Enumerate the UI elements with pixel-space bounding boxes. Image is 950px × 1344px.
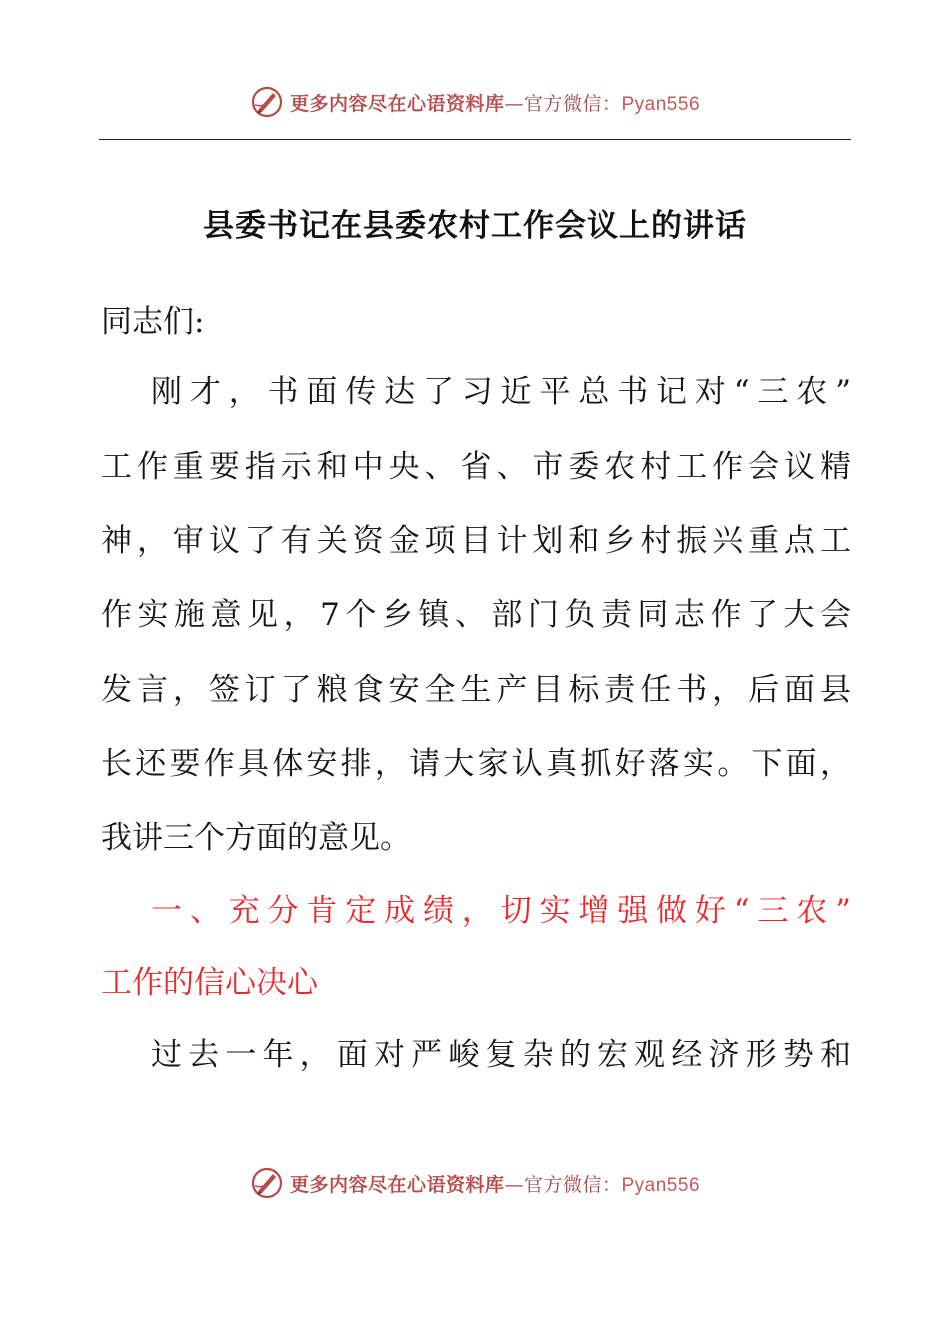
watermark-header [0,82,950,122]
watermark-main-text: 更多内容尽在心语资料库 [289,92,505,115]
paragraph-line: 作实施意见，7个乡镇、部门负责同志作了大会 [101,597,851,633]
watermark-separator: —官方微信： [504,92,622,115]
header-divider [99,139,851,140]
paragraph-line: 神，审议了有关资金项目计划和乡村振兴重点工 [101,523,851,559]
paragraph-line: 工作重要指示和中央、省、市委农村工作会议精 [101,449,851,485]
greeting: 同志们: [101,304,205,340]
paragraph-line: 长还要作具体安排，请大家认真抓好落实。下面， [101,746,851,782]
paragraph-line: 过去一年，面对严峻复杂的宏观经济形势和 [151,1037,851,1073]
watermark-wechat-id: Pyan556 [621,93,701,115]
section-heading-line: 一、充分肯定成绩，切实增强做好“三农” [151,893,851,929]
paragraph-line: 刚才，书面传达了习近平总书记对“三农” [151,374,851,410]
watermark-separator: —官方微信： [504,1173,622,1196]
paragraph-line: 发言，签订了粮食安全生产目标责任书，后面县 [101,672,851,708]
pen-logo-icon [250,85,284,119]
watermark-wechat-id: Pyan556 [621,1174,701,1196]
document-title: 县委书记在县委农村工作会议上的讲话 [203,208,747,244]
watermark-footer [0,1163,950,1203]
watermark-main-text: 更多内容尽在心语资料库 [289,1173,505,1196]
pen-logo-icon [250,1166,284,1200]
paragraph-line: 我讲三个方面的意见。 [101,820,411,856]
section-heading-line: 工作的信心决心 [101,965,318,1001]
